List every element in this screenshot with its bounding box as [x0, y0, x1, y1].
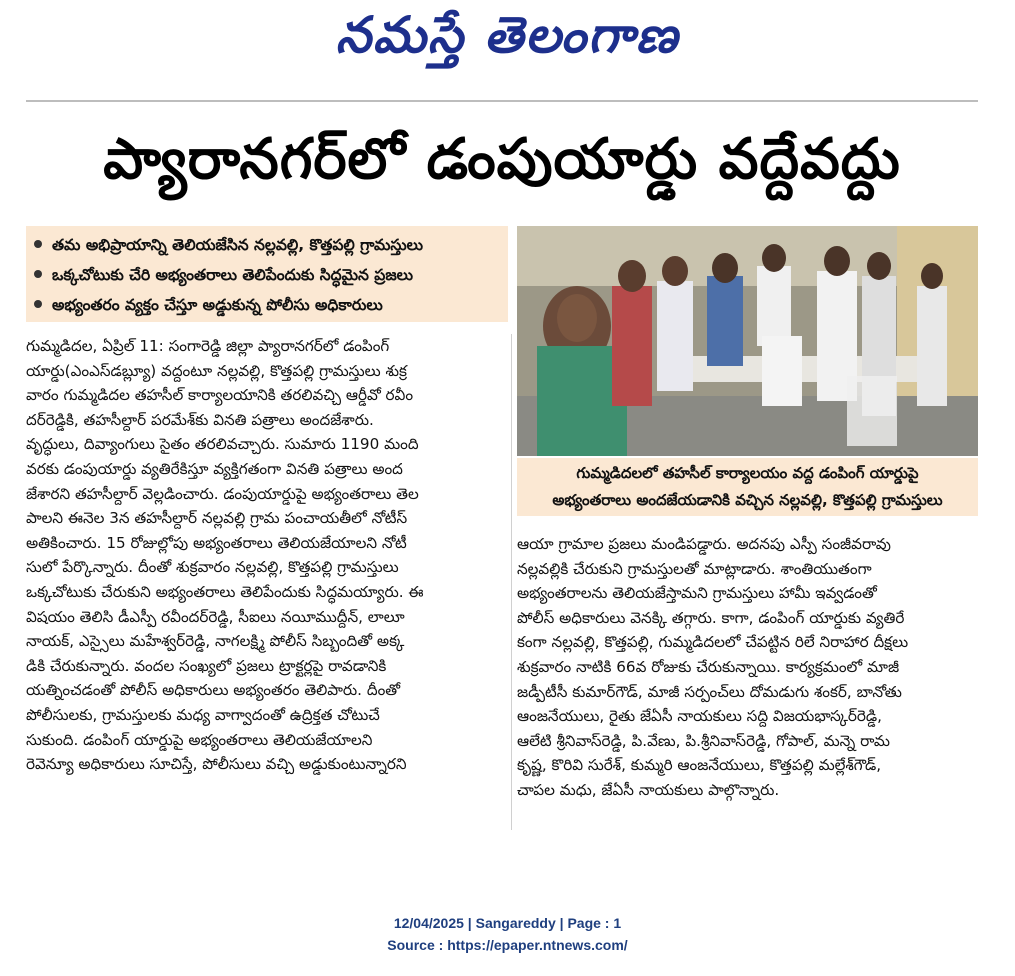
- article-body-right: [517, 532, 979, 803]
- article-line: పోలీస్ అధికారులు వెనక్కి తగ్గారు. కాగా, డంపింగ్ యార్డుకు వ్యతిరే: [517, 608, 905, 627]
- article-line: పోలీసులకు, గ్రామస్తులకు మధ్య వాగ్వాదంతో ఉద్రిక్తత చోటుచే: [26, 705, 380, 724]
- caption-line: అభ్యంతరాలు అందజేయడానికి వచ్చిన నల్లవల్లి, కొత్తపల్లి గ్రామస్తులు: [552, 491, 943, 509]
- article-line: కంగా నల్లవల్లి, కొత్తపల్లి, గుమ్మడిదలలో చేపట్టిన రిలే నిరాహార దీక్షలు: [517, 633, 909, 652]
- article-line: జేశారని తహసీల్దార్ వెల్లడించారు. డంపుయార్డుపై అభ్యంతరాలు తెల: [26, 484, 419, 503]
- article-line: అభ్యంతరాలను తెలియజేస్తామని గ్రామస్తులు హామీ ఇవ్వడంతో: [517, 584, 877, 603]
- article-line: కృష్ణ, కొరివి సురేశ్, కుమ్మరి ఆంజనేయులు, కొత్తపల్లి మల్లేశ్‌గౌడ్,: [517, 756, 882, 775]
- article-body-left: [26, 334, 510, 777]
- article-line: నాయక్, ఎస్సైలు మహేశ్వర్‌రెడ్డి, నాగలక్ష్మి పోలీస్ సిబ్బందితో అక్క: [26, 632, 405, 651]
- article-line: సుకుంది. డంపింగ్ యార్డుపై అభ్యంతరాలు తెలియజేయాలని: [26, 730, 373, 749]
- article-line: వరకు డంపుయార్డు వ్యతిరేకిస్తూ వ్యక్తిగతంగా వినతి పత్రాలు అంద: [26, 459, 403, 478]
- footer-source-line: Source : https://epaper.ntnews.com/: [387, 937, 628, 953]
- article-line: సులో పేర్కొన్నారు. దీంతో శుక్రవారం నల్లవల్లి, కొత్తపల్లి గ్రామస్తులు: [26, 558, 399, 577]
- article-line: పాలని ఈనెల 3న తహసీల్దార్ నల్లవల్లి గ్రామ పంచాయతీలో నోటీస్: [26, 509, 408, 528]
- news-photo: [517, 226, 978, 456]
- article-line: జడ్పీటీసీ కుమార్‌గౌడ్, మాజీ సర్పంచ్‌లు దోమడుగు శంకర్, బానోతు: [517, 682, 902, 701]
- article-line: ఒక్కచోటుకు చేరుకుని అభ్యంతరాలు తెలిపేందుకు సిద్ధమయ్యారు. ఈ: [26, 582, 424, 601]
- bullet-icon: [34, 240, 42, 248]
- bullet-icon: [34, 300, 42, 308]
- article-line: ఆంజనేయులు, రైతు జేఏసీ నాయకులు సద్ది విజయభాస్కర్‌రెడ్డి,: [517, 707, 882, 726]
- article-line: దర్‌రెడ్డికి, తహసీల్దార్ పరమేశ్‌కు వినతి పత్రాలు అందజేశారు.: [26, 410, 374, 429]
- article-line: డికి చేరుకున్నారు. వందల సంఖ్యలో ప్రజలు ట్రాక్టర్లపై రావడానికి: [26, 656, 387, 675]
- bullet-icon: [34, 270, 42, 278]
- masthead-divider: [26, 100, 978, 102]
- photo-caption: [517, 458, 978, 516]
- article-line: ఆయా గ్రామాల ప్రజలు మండిపడ్డారు. అదనపు ఎస్పీ సంజీవరావు: [517, 535, 891, 553]
- article-line: అతికించారు. 15 రోజుల్లోపు అభ్యంతరాలు తెలియజేయాలని నోటీ: [26, 533, 407, 552]
- article-line: నల్లవల్లికి చేరుకుని గ్రామస్తులతో మాట్లాడారు. శాంతియుతంగా: [517, 559, 872, 578]
- highlight-item: అభ్యంతరం వ్యక్తం చేస్తూ అడ్డుకున్న పోలీసు అధికారులు: [32, 290, 508, 320]
- article-line: యార్డు(ఎంఎస్‌డబ్ల్యూ) వద్దంటూ నల్లవల్లి, కొత్తపల్లి గ్రామస్తులు శుక్ర: [26, 361, 407, 380]
- highlight-item: తమ అభిప్రాయాన్ని తెలియజేసిన నల్లవల్లి, కొత్తపల్లి గ్రామస్తులు: [32, 230, 508, 260]
- article-line: వృద్ధులు, దివ్యాంగులు సైతం తరలివచ్చారు. సుమారు 1190 మంది: [26, 435, 419, 454]
- page-footer: [0, 912, 1015, 956]
- article-line: ఆలేటి శ్రీనివాస్‌రెడ్డి, పి.వేణు, పి.శ్రీనివాస్‌రెడ్డి, గోపాల్, మన్నె రామ: [517, 731, 890, 750]
- headline: ప్యారానగర్‌లో డంపుయార్డు వద్దేవద్దు: [103, 127, 901, 192]
- highlight-item: ఒక్కచోటుకు చేరి అభ్యంతరాలు తెలిపేందుకు సిద్ధమైన ప్రజలు: [32, 260, 508, 290]
- article-line: రెవెన్యూ అధికారులు సూచిస్తే, పోలీసులు వచ్చి అడ్డుకుంటున్నారని: [26, 755, 407, 774]
- article-line: యత్నించడంతో పోలీస్ అధికారులు అభ్యంతరం తెలిపారు. దీంతో: [26, 681, 401, 700]
- crowd-photo-illustration: [517, 226, 978, 456]
- footer-date-line: 12/04/2025 | Sangareddy | Page : 1: [393, 915, 622, 931]
- article-line: శుక్రవారం నాటికి 66వ రోజుకు చేరుకున్నాయి. కార్యక్రమంలో మాజీ: [517, 657, 900, 676]
- article-line: గుమ్మడిదల, ఏప్రిల్ 11: సంగారెడ్డి జిల్లా ప్యారానగర్‌లో డంపింగ్: [26, 337, 390, 355]
- masthead-logo: నమస్తే తెలంగాణ: [335, 6, 680, 64]
- highlights-box: [26, 226, 508, 322]
- article-line: చాపల మధు, జేఏసీ నాయకులు పాల్గొన్నారు.: [517, 780, 780, 799]
- article-line: వారం గుమ్మడిదల తహసీల్ కార్యాలయానికి తరలివచ్చి ఆర్డీవో రవీం: [26, 386, 414, 405]
- column-divider: [511, 334, 512, 830]
- caption-line: గుమ్మడిదలలో తహసీల్ కార్యాలయం వద్ద డంపింగ్ యార్డుపై: [576, 464, 919, 482]
- article-line: విషయం తెలిసి డీఎస్పీ రవీందర్‌రెడ్డి, సీఐలు నయీముద్దీన్, లాలూ: [26, 607, 405, 626]
